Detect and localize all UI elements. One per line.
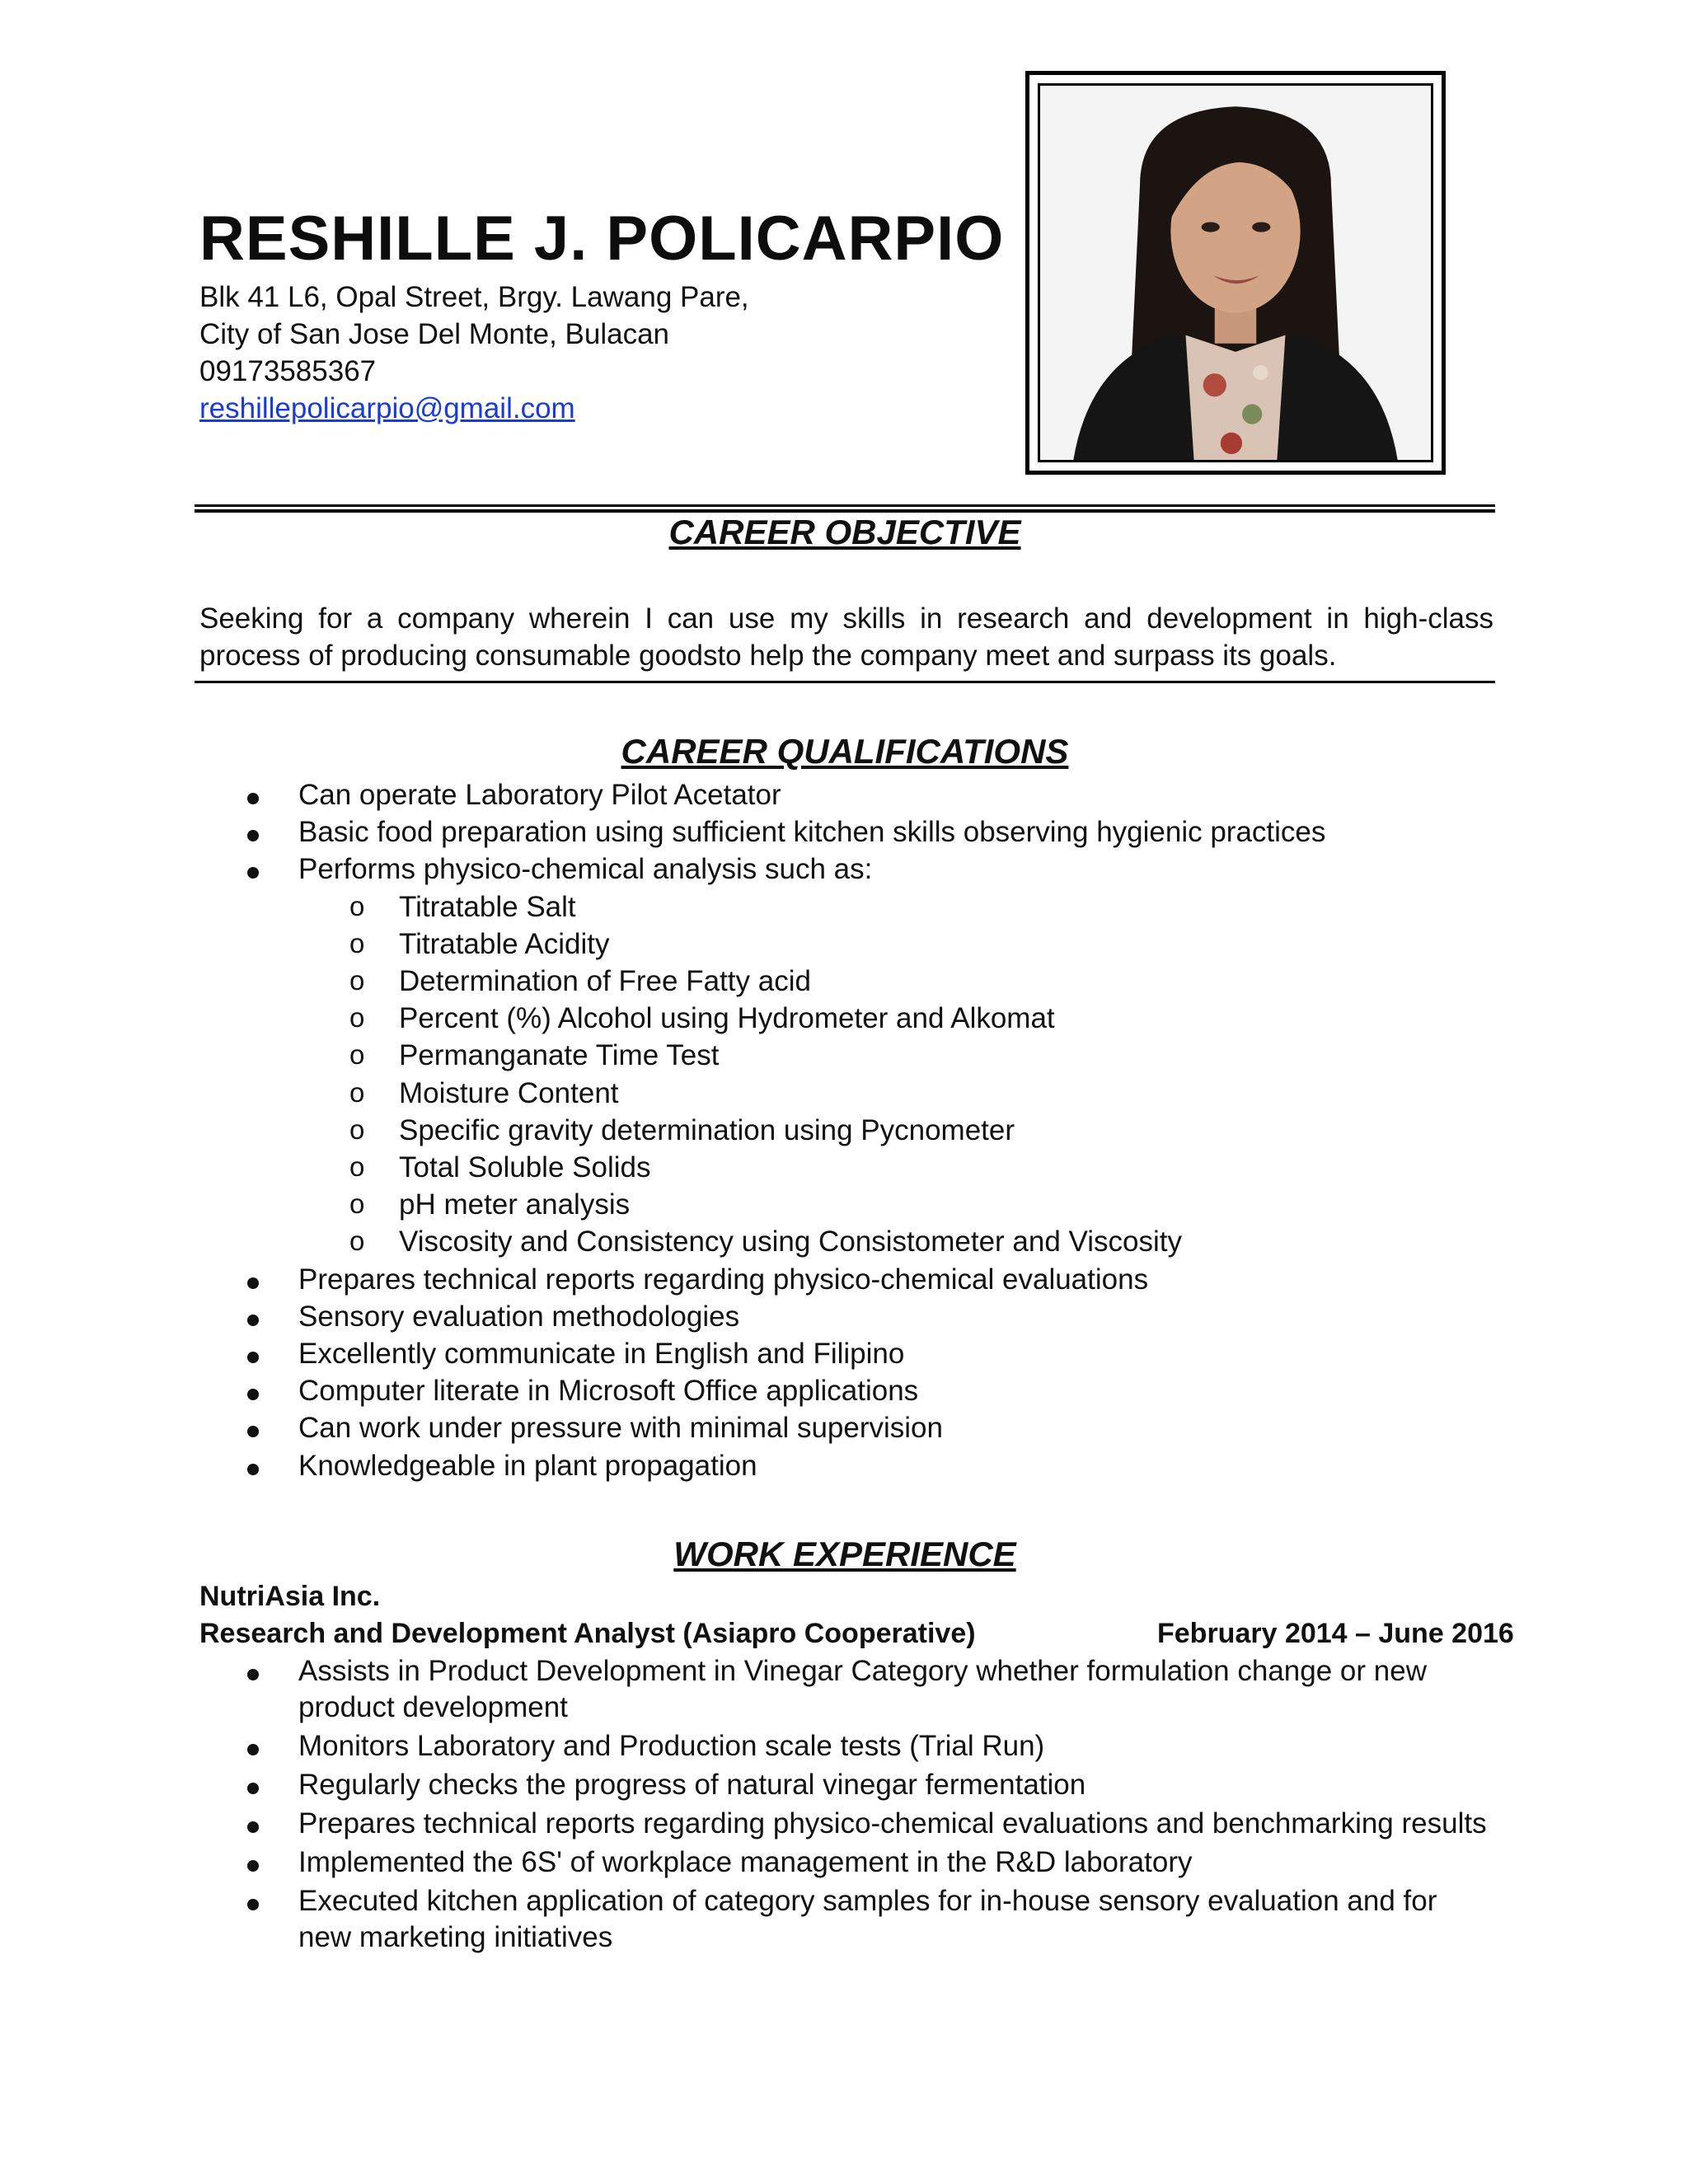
qualification-item — [0, 1188, 1648, 1226]
analysis-item-text: Viscosity and Consistency using Consistometer and Viscosity — [399, 1226, 1182, 1258]
bullet-icon — [247, 830, 259, 841]
job-title: Research and Development Analyst (Asiapro Cooperative) — [199, 1618, 976, 1649]
bullet-icon — [247, 1315, 259, 1326]
bullet-icon — [247, 1744, 259, 1755]
email-link[interactable]: reshillepolicarpio@gmail.com — [199, 392, 575, 424]
duty-item — [0, 1655, 1648, 1727]
sub-bullet-marker: o — [349, 927, 365, 958]
duty-item — [0, 1807, 1648, 1844]
qualification-text: Can operate Laboratory Pilot Acetator — [298, 779, 781, 811]
qualification-item — [0, 853, 1648, 890]
bullet-icon — [247, 1899, 259, 1910]
bullet-icon — [247, 1860, 259, 1872]
sub-bullet-marker: o — [349, 1113, 365, 1145]
objective-text: Seeking for a company wherein I can use my skills in research and development in high-class process of producing consumable goodsto help the company meet and surpass its goals. — [199, 602, 1493, 672]
bullet-icon — [247, 1821, 259, 1833]
bullet-icon — [247, 867, 259, 879]
duty-item — [0, 1730, 1648, 1766]
analysis-item-text: Total Soluble Solids — [399, 1151, 651, 1183]
qualification-text: Can work under pressure with minimal supervision — [298, 1412, 943, 1445]
bullet-icon — [247, 1277, 259, 1289]
qualification-item — [0, 1226, 1648, 1263]
qualification-item — [0, 1450, 1648, 1487]
qualifications-heading: CAREER QUALIFICATIONS — [621, 732, 1069, 771]
qualification-item — [0, 1077, 1648, 1114]
profile-photo — [1038, 83, 1433, 462]
sub-bullet-marker: o — [349, 1002, 365, 1033]
duty-text-line: new marketing initiatives — [298, 1921, 613, 1953]
company-name: NutriAsia Inc. — [199, 1581, 381, 1612]
analysis-item-text: Specific gravity determination using Pycnometer — [399, 1113, 1015, 1146]
sub-bullet-marker: o — [349, 1076, 365, 1108]
qualification-item — [0, 1338, 1648, 1375]
qualification-item — [0, 1263, 1648, 1301]
sub-bullet-marker: o — [349, 1039, 365, 1071]
qualification-item — [0, 965, 1648, 1002]
duty-text-line: Implemented the 6S' of workplace management in the R&D laboratory — [298, 1846, 1193, 1878]
analysis-item-text: Percent (%) Alcohol using Hydrometer and Alkomat — [399, 1002, 1055, 1035]
qualification-item — [0, 1002, 1648, 1039]
analysis-item-text: Titratable Salt — [399, 890, 576, 923]
qualification-text: Knowledgeable in plant propagation — [298, 1449, 757, 1482]
applicant-name: RESHILLE J. POLICARPIO — [199, 204, 1005, 274]
qualification-item — [0, 1114, 1648, 1151]
duty-text-line: Executed kitchen application of category samples for in-house sensory evaluation and for — [298, 1885, 1437, 1917]
bullet-icon — [247, 1783, 259, 1794]
sub-bullet-marker: o — [349, 1151, 365, 1182]
analysis-item-text: Moisture Content — [399, 1076, 619, 1109]
objective-heading: CAREER OBJECTIVE — [668, 513, 1021, 551]
qualification-item — [0, 779, 1648, 816]
duty-text-line: Assists in Product Development in Vinegar Category whether formulation change or new — [298, 1655, 1427, 1687]
qualification-item — [0, 1301, 1648, 1338]
duty-text-line: Prepares technical reports regarding physico-chemical evaluations and benchmarking results — [298, 1807, 1487, 1840]
analysis-item-text: Permanganate Time Test — [399, 1039, 720, 1072]
duty-item — [0, 1885, 1648, 1957]
bullet-icon — [247, 1352, 259, 1363]
contact-block — [199, 279, 749, 427]
profile-photo-frame — [1025, 71, 1446, 475]
qualification-text: Excellently communicate in English and Filipino — [298, 1338, 905, 1370]
duty-item — [0, 1846, 1648, 1882]
duty-text-line: Monitors Laboratory and Production scale tests (Trial Run) — [298, 1730, 1045, 1762]
bullet-icon — [247, 1464, 259, 1475]
qualification-text: Basic food preparation using sufficient kitchen skills observing hygienic practices — [298, 816, 1326, 849]
objective-divider — [195, 681, 1495, 683]
duty-text-line: Regularly checks the progress of natural vinegar fermentation — [298, 1769, 1086, 1801]
duty-text-line: product development — [298, 1691, 568, 1723]
work-heading: WORK EXPERIENCE — [673, 1535, 1016, 1573]
header-divider — [195, 504, 1495, 513]
sub-bullet-marker: o — [349, 1226, 365, 1257]
qualification-item — [0, 1412, 1648, 1449]
qualification-item — [0, 1375, 1648, 1412]
qualification-text: Performs physico-chemical analysis such as: — [298, 853, 873, 886]
qualification-item — [0, 891, 1648, 928]
bullet-icon — [247, 793, 259, 804]
qualification-item — [0, 1151, 1648, 1188]
analysis-item-text: Determination of Free Fatty acid — [399, 965, 811, 997]
bullet-icon — [247, 1669, 259, 1680]
sub-bullet-marker: o — [349, 965, 365, 996]
address-line-2: City of San Jose Del Monte, Bulacan — [199, 318, 670, 350]
qualification-text: Sensory evaluation methodologies — [298, 1300, 740, 1333]
analysis-item-text: pH meter analysis — [399, 1188, 631, 1221]
bullet-icon — [247, 1426, 259, 1437]
employment-dates: February 2014 – June 2016 — [1157, 1618, 1514, 1649]
qualification-text: Prepares technical reports regarding physico-chemical evaluations — [298, 1263, 1149, 1296]
phone-number: 09173585367 — [199, 355, 377, 387]
duty-item — [0, 1769, 1648, 1805]
qualification-item — [0, 928, 1648, 965]
qualification-item — [0, 816, 1648, 853]
analysis-item-text: Titratable Acidity — [399, 927, 610, 960]
qualification-item — [0, 1039, 1648, 1076]
address-line-1: Blk 41 L6, Opal Street, Brgy. Lawang Pare, — [199, 281, 749, 313]
bullet-icon — [247, 1389, 259, 1400]
sub-bullet-marker: o — [349, 890, 365, 921]
qualification-text: Computer literate in Microsoft Office applications — [298, 1375, 919, 1408]
sub-bullet-marker: o — [349, 1188, 365, 1220]
